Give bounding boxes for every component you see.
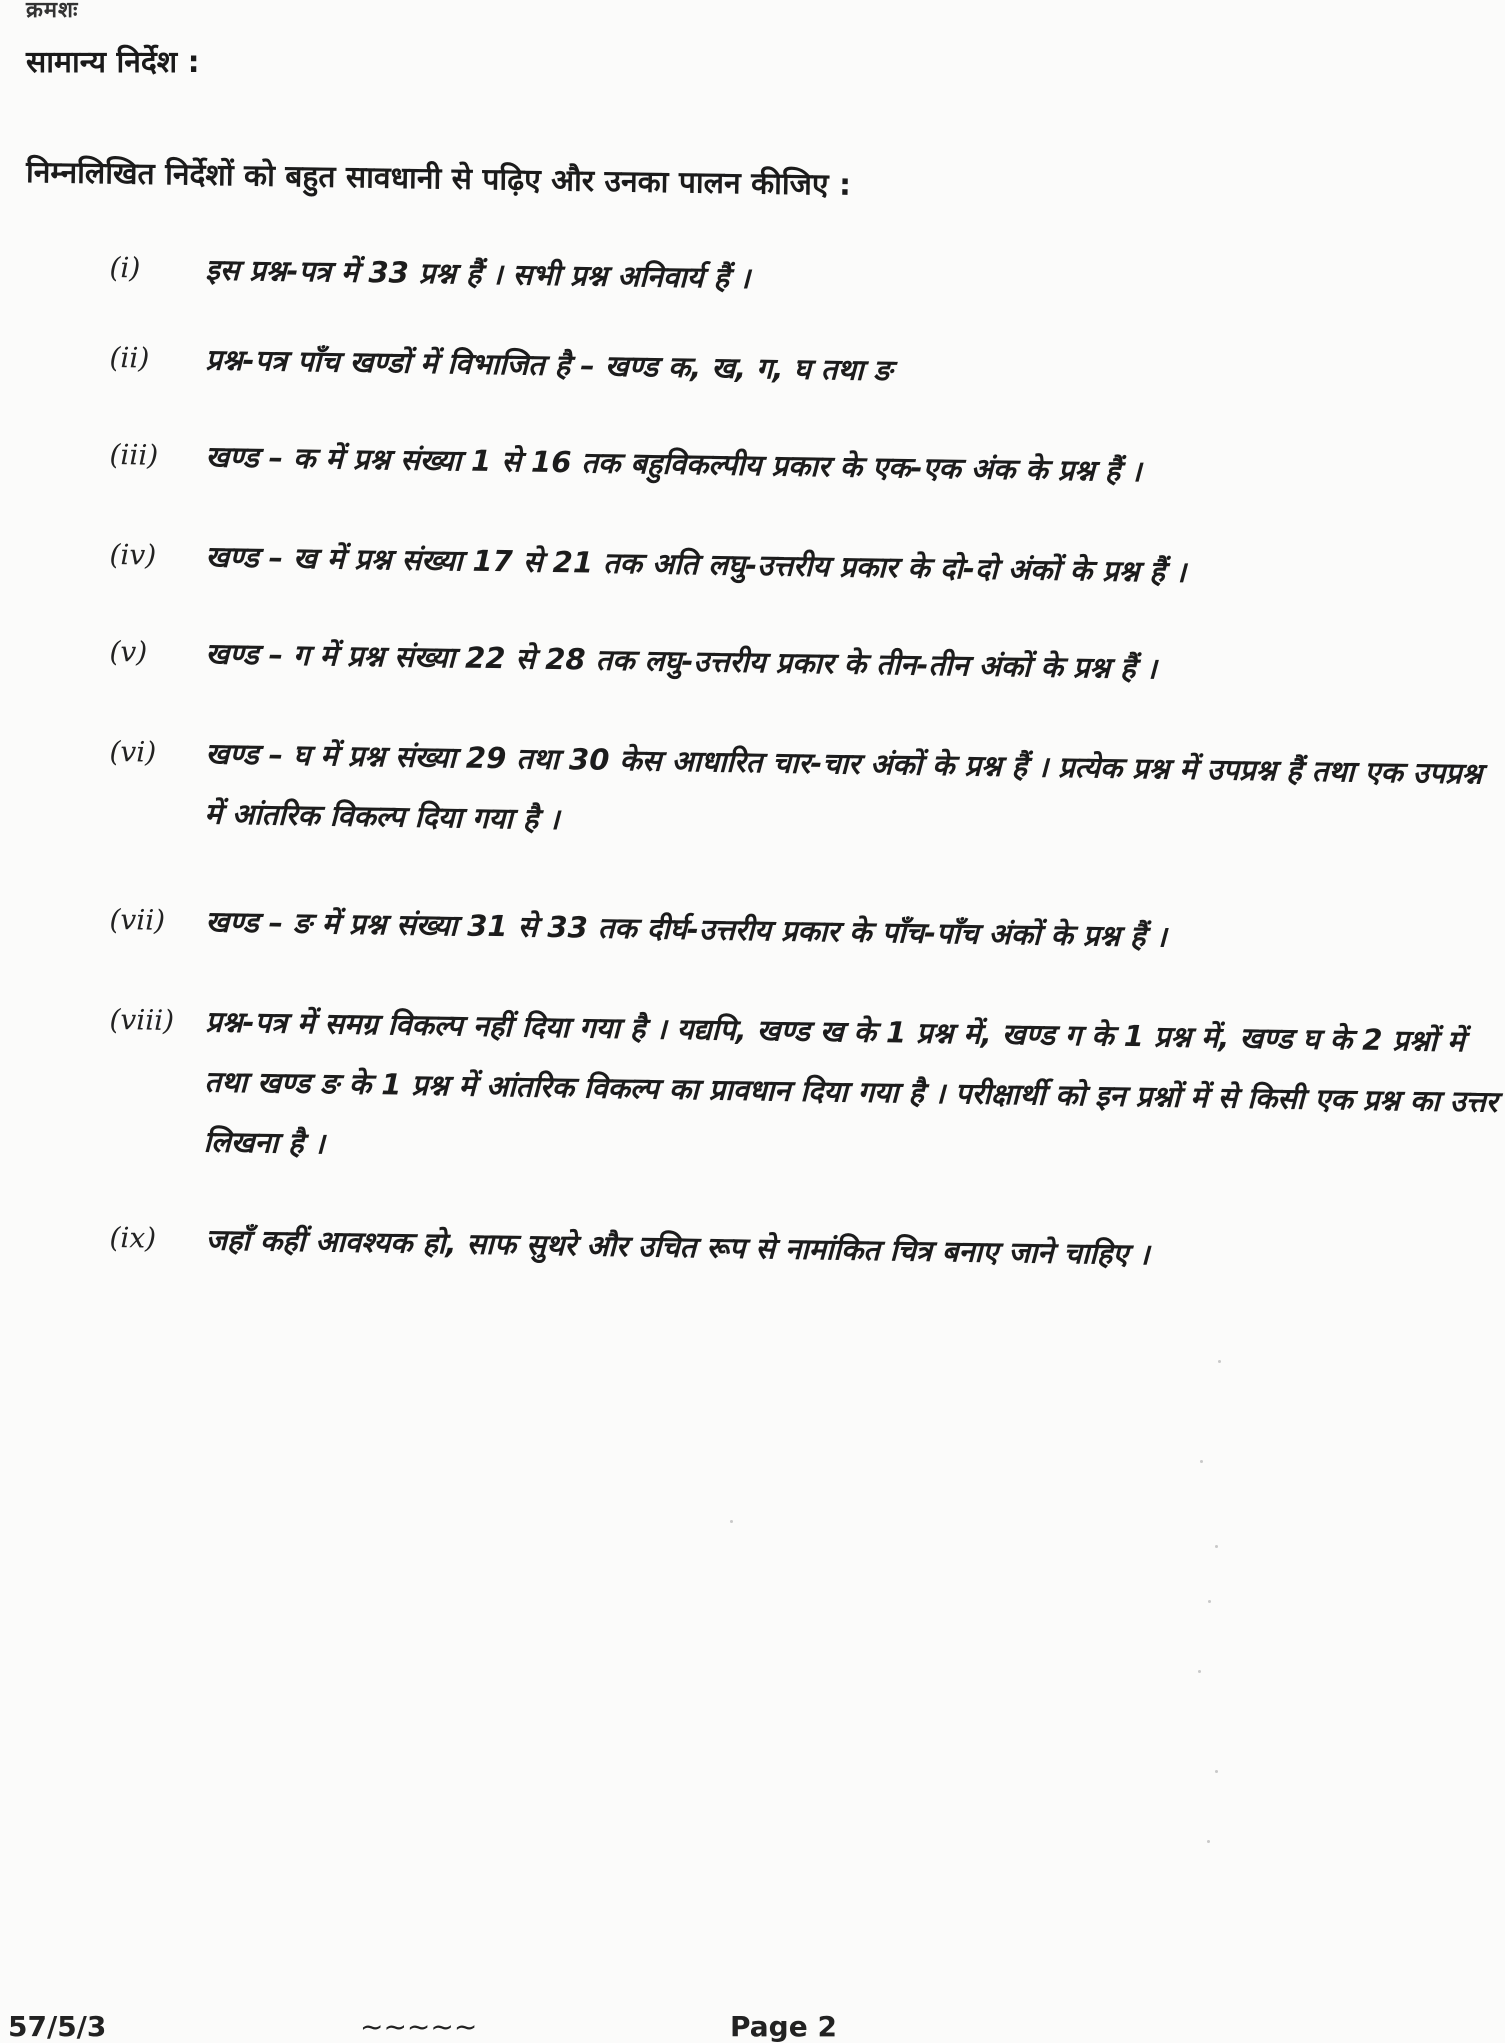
general-instructions-heading: सामान्य निर्देश : [26,45,200,80]
item-number: (iv) [109,537,157,572]
item-number: (iii) [109,437,159,472]
item-number: (ii) [109,340,150,375]
scan-speck [1215,1770,1218,1773]
scan-speck [1207,1840,1210,1843]
instruction-item [109,525,1500,589]
scan-speck [1200,1460,1203,1463]
scan-speck [1198,1670,1201,1673]
instruction-item [109,990,1500,1161]
footer-mark: ~~~~~ [360,2010,478,2043]
instruction-item [109,890,1500,954]
item-number: (vii) [109,902,166,937]
item-number: (i) [109,250,141,285]
item-text: इस प्रश्न-पत्र में 33 प्रश्न हैं । सभी प्रश्न अनिवार्य हैं । [205,252,751,296]
scan-speck [1218,1360,1221,1363]
item-number: (ix) [109,1220,157,1255]
top-cut-label: क्रमशः [26,0,79,23]
item-text: खण्ड – ख में प्रश्न संख्या 17 से 21 तक अति लघु-उत्तरीय प्रकार के दो-दो अंकों के प्रश्न हैं । [205,539,1187,589]
paper-code: 57/5/3 [8,2010,107,2043]
instruction-item [109,238,1500,296]
item-number: (v) [109,634,148,669]
item-text: खण्ड – ङ में प्रश्न संख्या 31 से 33 तक दीर्घ-उत्तरीय प्रकार के पाँच-पाँच अंकों के प्रश्न हैं । [205,904,1167,954]
item-text: जहाँ कहीं आवश्यक हो, साफ सुथरे और उचित रूप से नामांकित चित्र बनाए जाने चाहिए । [205,1222,1150,1272]
item-number: (viii) [109,1002,175,1038]
instructions-intro: निम्नलिखित निर्देशों को बहुत सावधानी से पढ़िए और उनका पालन कीजिए : [25,155,852,203]
scan-speck [730,1520,733,1523]
page-number: Page 2 [730,2010,837,2043]
instruction-item [109,328,1500,388]
item-number: (vi) [109,734,157,769]
instruction-item [109,425,1500,489]
item-text: प्रश्न-पत्र में समग्र विकल्प नहीं दिया गया है । यद्यपि, खण्ड ख के 1 प्रश्न में, खण्ड ग के 1 प्रश्न में, खण्ड घ के 2 प्रश्नों में तथा खण्ड ङ के 1 प्रश्न में आंतरिक विकल्प का प्रावधान दिया गया है । परीक्षार्थी को इन प्रश्नों में से किसी एक प्रश्न का उत्तर लिखना है । [203,1004,1498,1161]
instruction-item [109,622,1500,686]
item-text: खण्ड – क में प्रश्न संख्या 1 से 16 तक बहुविकल्पीय प्रकार के एक-एक अंक के प्रश्न हैं । [205,439,1142,489]
scan-speck [1208,1600,1211,1603]
instruction-item [109,722,1500,837]
item-text: खण्ड – ग में प्रश्न संख्या 22 से 28 तक लघु-उत्तरीय प्रकार के तीन-तीन अंकों के प्रश्न हैं । [205,636,1157,686]
scan-speck [1215,1545,1218,1548]
item-text: प्रश्न-पत्र पाँच खण्डों में विभाजित है – खण्ड क, ख, ग, घ तथा ङ [205,342,893,388]
item-text: खण्ड – घ में प्रश्न संख्या 29 तथा 30 केस आधारित चार-चार अंकों के प्रश्न हैं । प्रत्येक प्रश्न में उपप्रश्न हैं तथा एक उपप्रश्न में आंतरिक विकल्प दिया गया है । [204,736,1483,837]
instruction-item [109,1208,1500,1272]
